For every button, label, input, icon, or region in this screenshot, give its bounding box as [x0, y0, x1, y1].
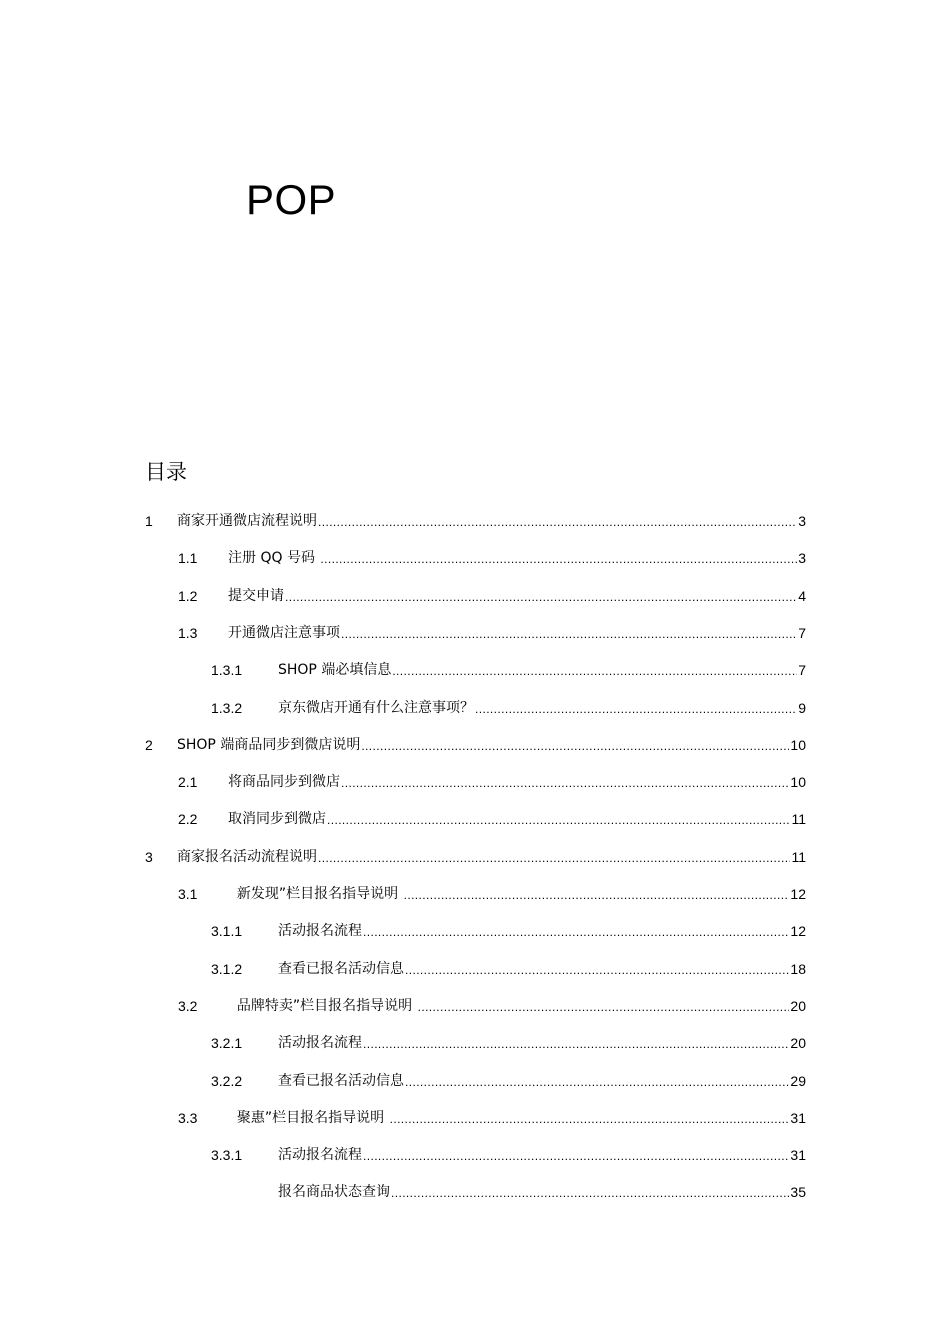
toc-leader-dots — [363, 926, 789, 940]
document-title: POP — [246, 176, 337, 223]
toc-entry-title: 开通微店注意事项 — [228, 624, 340, 641]
toc-entry-title: 京东微店开通有什么注意事项？ — [278, 699, 474, 716]
toc-entry-page: 11 — [791, 811, 806, 828]
toc-entry[interactable] — [0, 883, 806, 905]
toc-entry-title: 取消同步到微店 — [228, 811, 326, 828]
toc-leader-dots — [418, 1001, 790, 1015]
toc-entry[interactable] — [0, 510, 806, 532]
toc-entry[interactable] — [0, 995, 806, 1017]
toc-entry-title: 新发现”栏目报名指导说明 — [228, 886, 403, 902]
toc-entry-number: 3.1.1 — [211, 923, 243, 940]
toc-entry-title: 查看已报名活动信息 — [278, 960, 404, 977]
toc-leader-dots — [475, 703, 797, 717]
toc-entry-page: 9 — [798, 699, 806, 716]
toc-entry-title: 活动报名流程 — [278, 1035, 362, 1052]
toc-entry-page: 18 — [790, 960, 806, 977]
toc-leader-dots — [320, 553, 797, 567]
toc-entry-page: 20 — [790, 1035, 806, 1052]
toc-leader-dots — [285, 591, 797, 605]
toc-entry[interactable] — [0, 920, 806, 942]
toc-entry[interactable] — [0, 846, 806, 868]
toc-entry-page: 10 — [790, 774, 806, 791]
toc-leader-dots — [404, 889, 790, 903]
toc-entry-title: 报名商品状态查询 — [278, 1184, 390, 1201]
toc-entry-title: SHOP 端必填信息 — [278, 662, 392, 679]
toc-entry-number: 2.1 — [178, 774, 198, 791]
toc-entry-number: 3 — [145, 848, 153, 865]
toc-entry-page: 11 — [791, 848, 806, 865]
toc-entry-number: 3.3 — [178, 1109, 198, 1126]
toc-leader-dots — [391, 1187, 789, 1201]
toc-entry-number: 1.3.2 — [211, 699, 243, 716]
toc-leader-dots — [341, 777, 789, 791]
toc-entry-title: 注册 QQ 号码 — [228, 550, 320, 567]
toc-entry[interactable] — [0, 1107, 806, 1129]
toc-leader-dots — [318, 852, 790, 866]
toc-leader-dots — [318, 516, 797, 530]
toc-entry-number: 1.3.1 — [211, 662, 243, 679]
toc-entry[interactable] — [0, 808, 806, 830]
toc-leader-dots — [392, 665, 797, 679]
toc-entry[interactable] — [0, 1070, 806, 1092]
toc-entry[interactable] — [0, 622, 806, 644]
toc-leader-dots — [363, 1038, 789, 1052]
toc-entry-page: 3 — [798, 550, 806, 567]
toc-entry-number: 3.2.1 — [211, 1035, 243, 1052]
toc-entry-page: 3 — [798, 513, 806, 529]
toc-entry-number: 1.1 — [178, 550, 198, 567]
toc-entry-number: 1.3 — [178, 624, 198, 641]
toc-entry[interactable] — [0, 1032, 806, 1054]
toc-leader-dots — [361, 740, 789, 754]
toc-entry-page: 35 — [790, 1184, 806, 1201]
toc-entry[interactable] — [0, 771, 806, 793]
toc-entry-number: 1.2 — [178, 587, 198, 604]
toc-entry-title: 活动报名流程 — [278, 923, 362, 940]
toc-entry[interactable] — [0, 958, 806, 980]
toc-entry[interactable] — [0, 659, 806, 681]
toc-leader-dots — [390, 1113, 790, 1127]
toc-entry-title: 商家报名活动流程说明 — [177, 848, 317, 865]
toc-entry[interactable] — [0, 547, 806, 569]
toc-entry-title: 提交申请 — [228, 587, 284, 604]
toc-entry-page: 12 — [790, 886, 806, 902]
toc-entry-number: 3.3.1 — [211, 1147, 243, 1164]
toc-entry-page: 7 — [798, 662, 806, 679]
toc-entry-title: 活动报名流程 — [278, 1147, 362, 1164]
toc-leader-dots — [405, 1076, 789, 1090]
toc-entry-page: 12 — [790, 923, 806, 940]
toc-entry-title: 查看已报名活动信息 — [278, 1072, 404, 1089]
toc-entry[interactable] — [0, 697, 806, 719]
toc-entry-title: 将商品同步到微店 — [228, 774, 340, 791]
toc-entry-page: 7 — [798, 624, 806, 641]
toc-entry[interactable] — [0, 1144, 806, 1166]
toc-entry-title: 商家开通微店流程说明 — [177, 513, 317, 529]
toc-heading: 目录 — [145, 460, 187, 484]
toc-entry-title: 聚惠”栏目报名指导说明 — [228, 1109, 389, 1126]
toc-leader-dots — [327, 814, 790, 828]
toc-entry-page: 31 — [790, 1109, 806, 1126]
toc-entry-number: 3.1 — [178, 886, 198, 902]
toc-entry-number: 3.1.2 — [211, 960, 243, 977]
toc-entry-title: 品牌特卖”栏目报名指导说明 — [228, 997, 417, 1014]
toc-entry[interactable] — [0, 585, 806, 607]
toc-entry[interactable] — [0, 734, 806, 756]
toc-entry-number: 1 — [145, 513, 153, 529]
toc-entry-page: 10 — [790, 736, 806, 753]
toc-leader-dots — [405, 964, 789, 978]
toc-entry-number: 3.2.2 — [211, 1072, 243, 1089]
toc-entry[interactable] — [0, 1181, 806, 1203]
toc-entry-page: 4 — [798, 587, 806, 604]
toc-entry-number: 2 — [145, 736, 153, 753]
toc-entry-number: 2.2 — [178, 811, 198, 828]
toc-entry-page: 31 — [790, 1147, 806, 1164]
toc-entry-page: 20 — [790, 997, 806, 1014]
toc-entry-page: 29 — [790, 1072, 806, 1089]
toc-entry-title: SHOP 端商品同步到微店说明 — [177, 736, 361, 753]
toc-leader-dots — [363, 1150, 789, 1164]
toc-leader-dots — [341, 628, 797, 642]
toc-entry-number: 3.2 — [178, 997, 198, 1014]
